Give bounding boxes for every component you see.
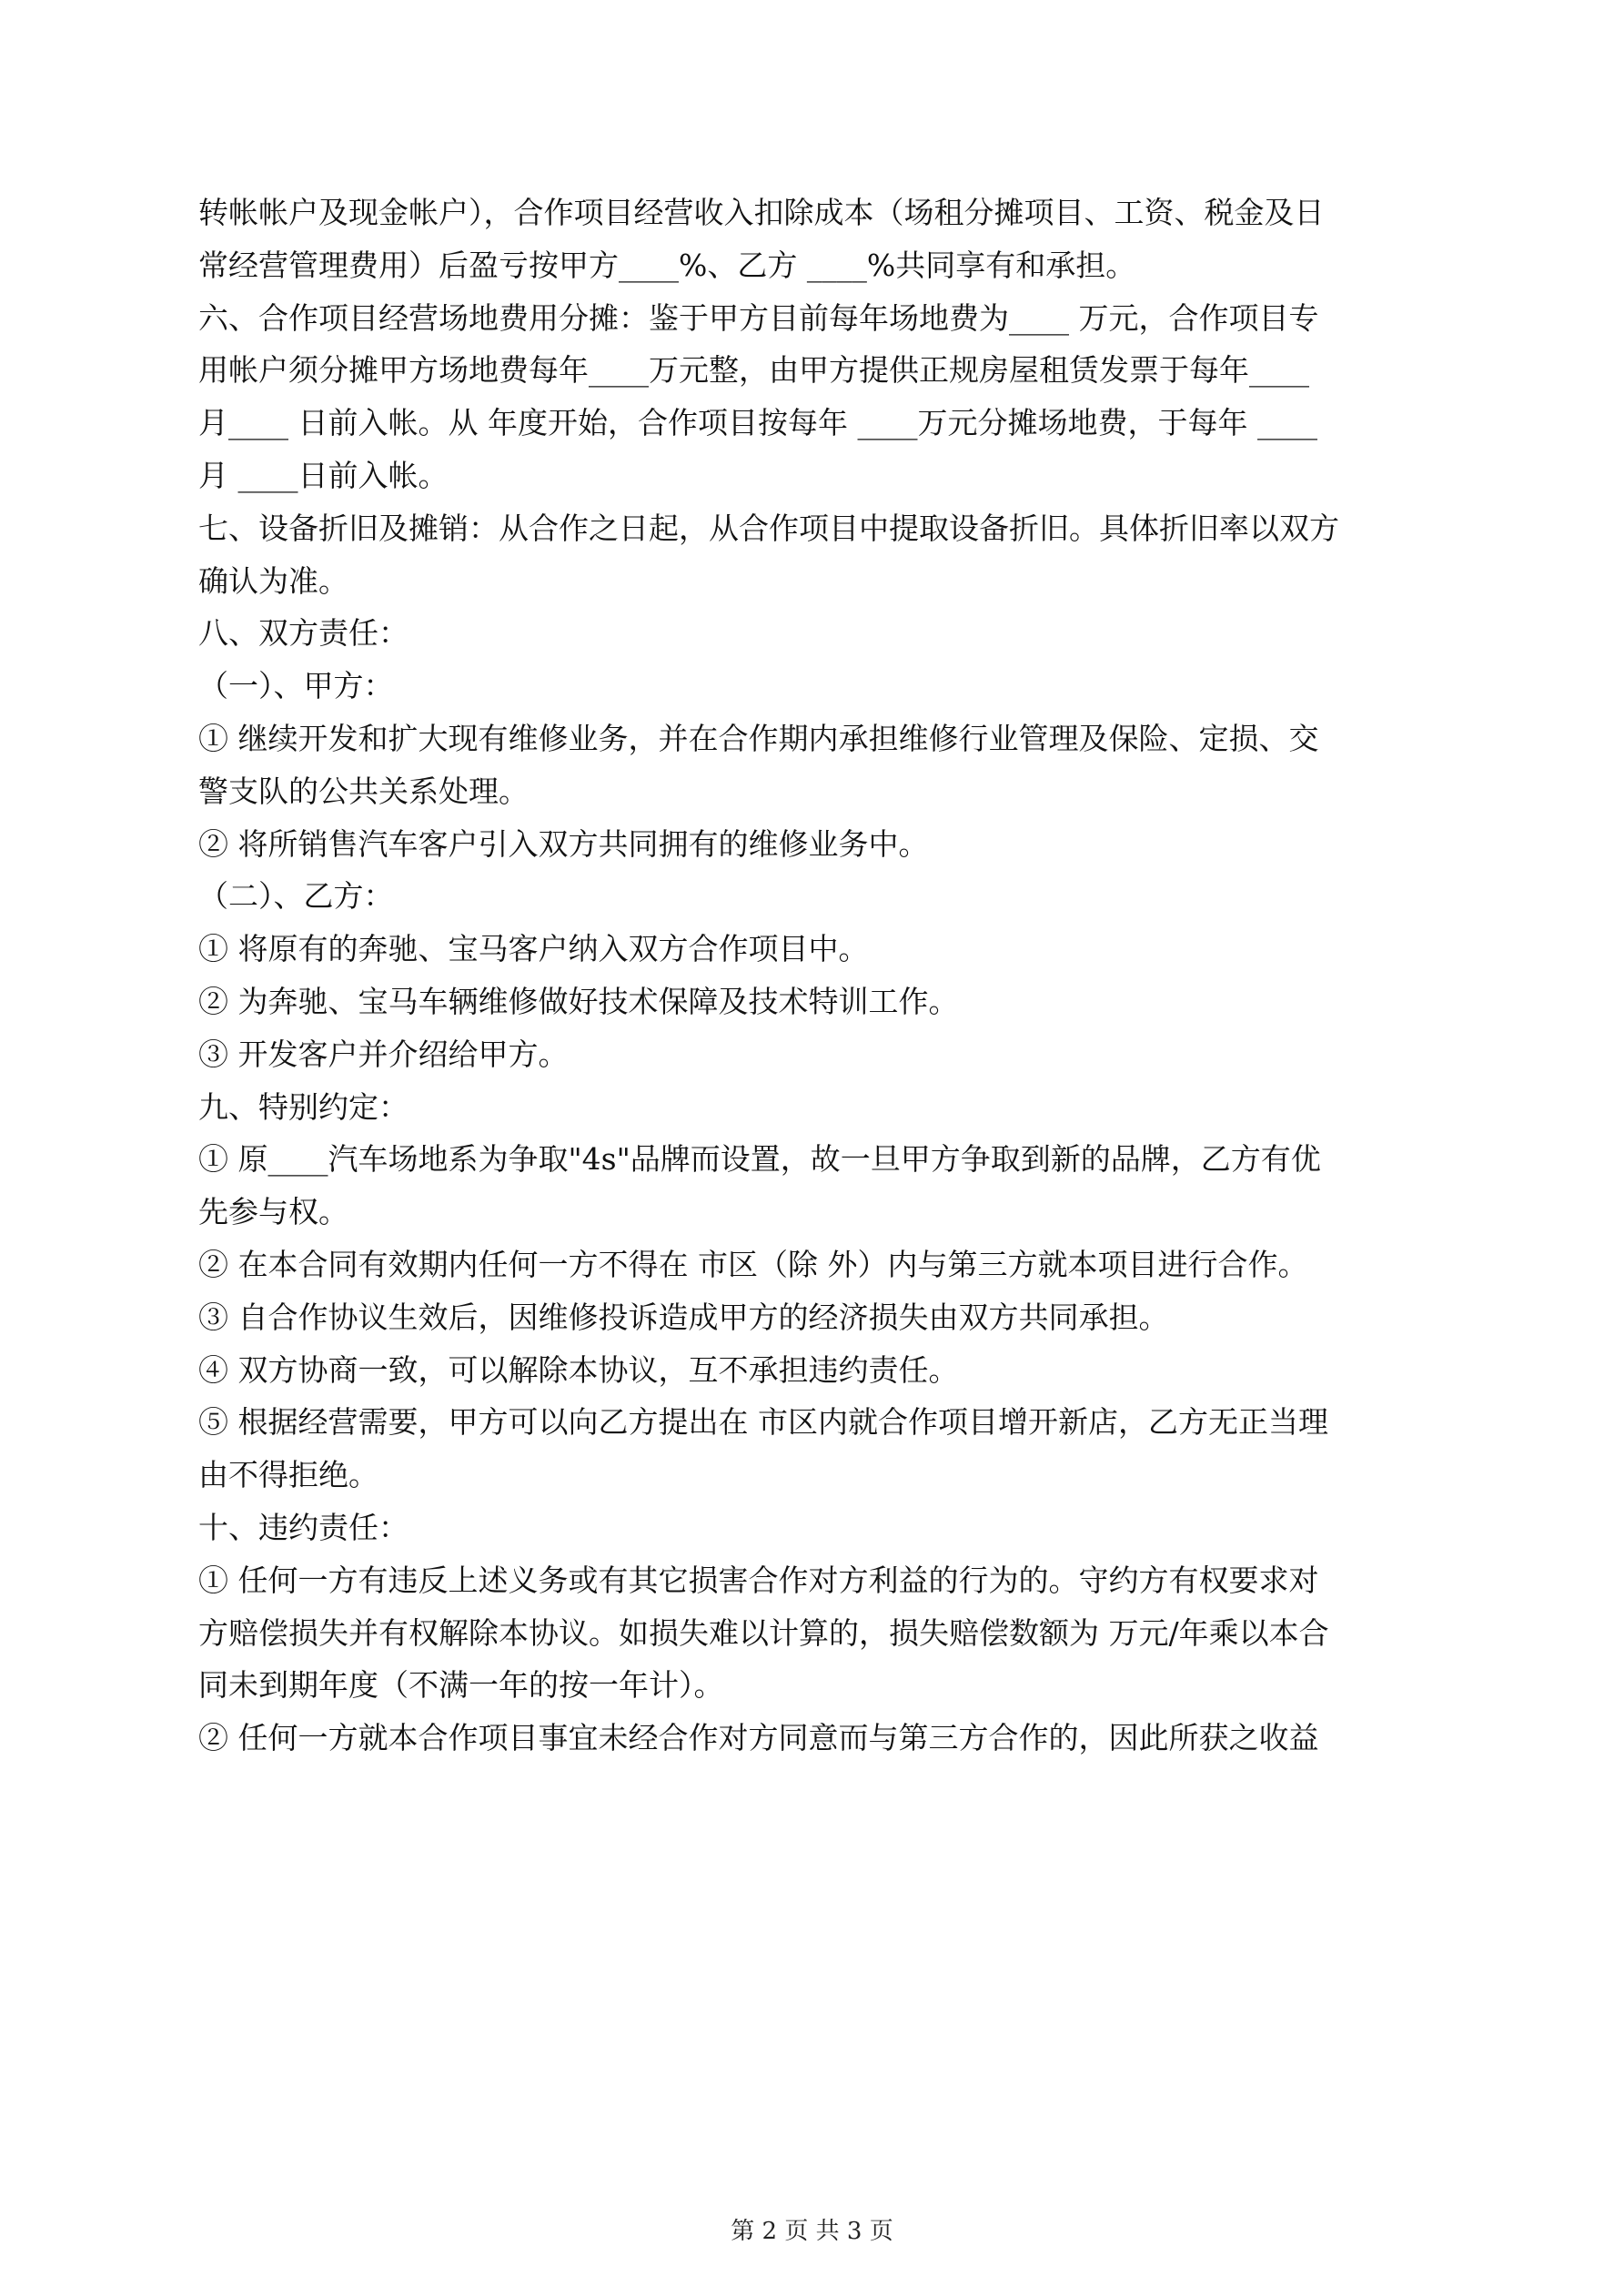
text-line: ① 将原有的奔驰、宝马客户纳入双方合作项目中。: [198, 931, 869, 967]
text-line: 方赔偿损失并有权解除本协议。如损失难以计算的，损失赔偿数额为 万元/年乘以本合: [198, 1614, 1329, 1651]
text-line: 同未到期年度（不满一年的按一年计）。: [198, 1667, 724, 1704]
section-heading: 九、特别约定：: [198, 1088, 409, 1125]
text-line: ① 继续开发和扩大现有维修业务，并在合作期内承担维修行业管理及保险、定损、交: [198, 720, 1319, 756]
text-line: 六、合作项目经营场地费用分摊：鉴于甲方目前每年场地费为____ 万元，合作项目专: [198, 299, 1319, 336]
text-line: ③ 自合作协议生效后，因维修投诉造成甲方的经济损失由双方共同承担。: [198, 1299, 1169, 1335]
text-line: 七、设备折旧及摊销：从合作之日起，从合作项目中提取设备折旧。具体折旧率以双方: [198, 510, 1339, 546]
text-line: 月 ____日前入帐。: [198, 457, 449, 493]
text-line: 警支队的公共关系处理。: [198, 773, 529, 809]
text-line: ② 将所销售汽车客户引入双方共同拥有的维修业务中。: [198, 825, 929, 862]
subsection-heading: （二）、乙方：: [198, 878, 394, 915]
text-line: 先参与权。: [198, 1194, 348, 1230]
section-heading: 八、双方责任：: [198, 615, 409, 652]
document-body: [198, 187, 1429, 1765]
text-line: ② 在本合同有效期内任何一方不得在 市区（除 外）内与第三方就本项目进行合作。: [198, 1246, 1308, 1282]
text-line: 由不得拒绝。: [198, 1457, 378, 1493]
text-line: ① 任何一方有违反上述义务或有其它损害合作对方利益的行为的。守约方有权要求对: [198, 1562, 1319, 1598]
text-line: 常经营管理费用）后盈亏按甲方____%、乙方 ____%共同享有和承担。: [198, 247, 1136, 283]
text-line: 转帐帐户及现金帐户），合作项目经营收入扣除成本（场租分摊项目、工资、税金及日: [198, 195, 1325, 230]
text-line: 确认为准。: [198, 562, 348, 599]
text-line: 用帐户须分摊甲方场地费每年____万元整，由甲方提供正规房屋租赁发票于每年____: [198, 352, 1309, 389]
text-line: 月____ 日前入帐。从 年度开始，合作项目按每年 ____万元分摊场地费，于每年 ____: [198, 405, 1317, 441]
text-line: ② 任何一方就本合作项目事宜未经合作对方同意而与第三方合作的，因此所获之收益: [198, 1720, 1319, 1756]
text-line: ⑤ 根据经营需要，甲方可以向乙方提出在 市区内就合作项目增开新店，乙方无正当理: [198, 1404, 1328, 1441]
text-line: ③ 开发客户并介绍给甲方。: [198, 1036, 569, 1072]
page-number-footer: 第 2 页 共 3 页: [731, 2218, 893, 2245]
subsection-heading: （一）、甲方：: [198, 668, 394, 704]
text-line: ① 原____汽车场地系为争取"4s"品牌而设置，故一旦甲方争取到新的品牌，乙方有优: [198, 1141, 1321, 1178]
text-line: ④ 双方协商一致，可以解除本协议，互不承担违约责任。: [198, 1351, 959, 1388]
section-heading: 十、违约责任：: [198, 1509, 409, 1545]
text-line: ② 为奔驰、宝马车辆维修做好技术保障及技术特训工作。: [198, 983, 959, 1019]
